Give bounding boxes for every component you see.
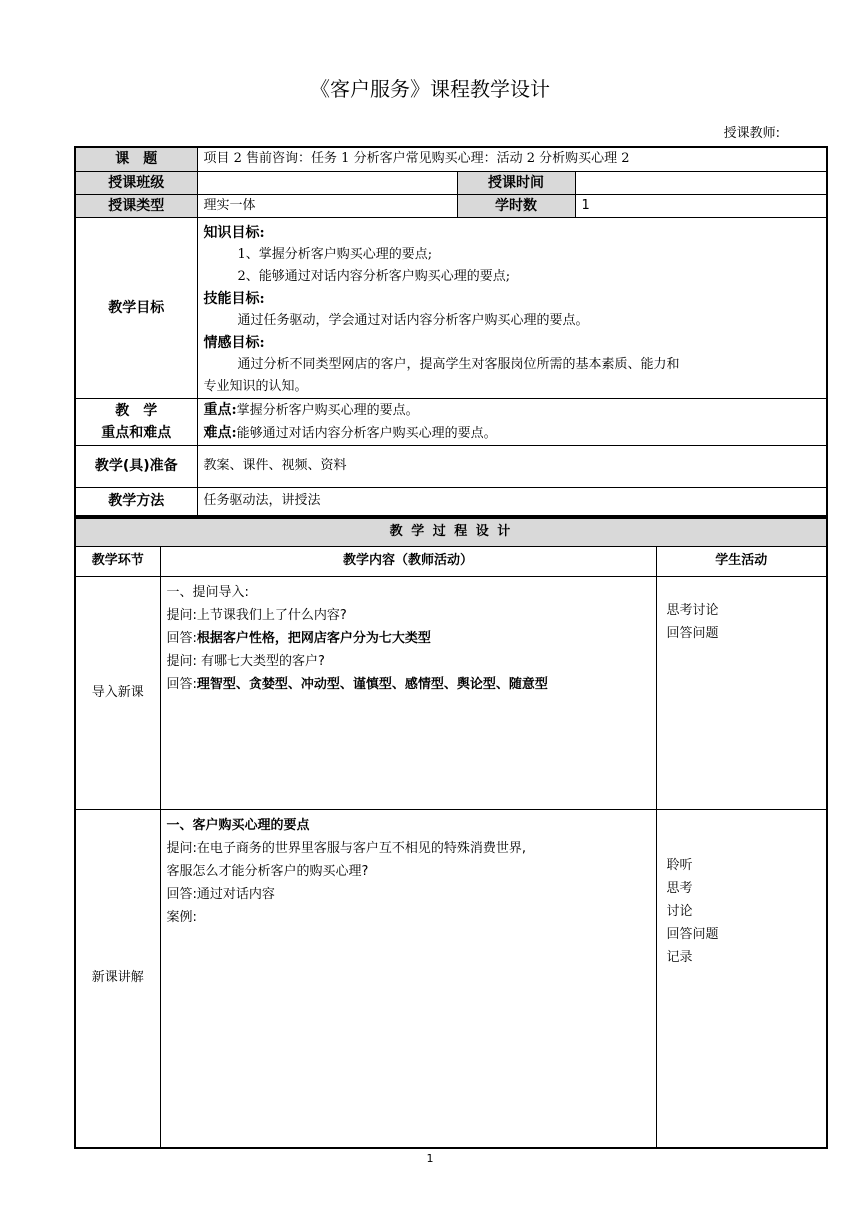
document-title: 《客户服务》课程教学设计	[310, 77, 550, 101]
topic-row	[75, 147, 827, 171]
teacher-label: 授课教师:	[723, 126, 780, 141]
process-title-row	[75, 518, 827, 546]
topic-label: 课 题	[75, 147, 197, 171]
new-lesson-content	[160, 809, 656, 1148]
emotion-title: 情感目标:	[203, 334, 265, 351]
knowledge-item-1: 1、掌握分析客户购买心理的要点;	[237, 246, 433, 262]
class-row	[75, 171, 827, 194]
stage-intro: 导入新课	[75, 576, 160, 809]
new-lesson-student-5: 记录	[666, 949, 693, 965]
hours-value: 1	[575, 194, 827, 217]
intro-line-2: 提问:上节课我们上了什么内容?	[166, 607, 347, 623]
time-value	[575, 171, 827, 194]
key-points-label-line-2: 重点和难点	[101, 424, 172, 441]
new-lesson-student-activity	[656, 809, 827, 1148]
key-points-label-line-1: 教 学	[115, 402, 158, 419]
intro-line-4: 提问: 有哪七大类型的客户?	[166, 653, 325, 669]
type-value: 理实一体	[197, 194, 457, 217]
new-lesson-line-4: 回答:通过对话内容	[166, 886, 275, 902]
intro-answer-prefix-1: 回答:	[166, 630, 197, 646]
intro-student-activity	[656, 576, 827, 809]
new-lesson-student-1: 聆听	[666, 857, 693, 873]
skill-item-1: 通过任务驱动，学会通过对话内容分析客户购买心理的要点。	[237, 312, 589, 328]
preparation-label: 教学(具)准备	[75, 445, 197, 487]
new-lesson-line-1: 一、客户购买心理的要点	[166, 817, 310, 833]
new-lesson-student-3: 讨论	[666, 903, 693, 919]
preparation-row	[75, 445, 827, 487]
course-info-table	[74, 146, 828, 517]
column-header-stage: 教学环节	[75, 546, 160, 576]
intro-answer-prefix-2: 回答:	[166, 676, 197, 692]
emotion-item-1: 通过分析不同类型网店的客户，提高学生对客服岗位所需的基本素质、能力和	[237, 356, 680, 372]
new-lesson-line-3: 客服怎么才能分析客户的购买心理?	[166, 863, 369, 879]
intro-answer-1: 根据客户性格，把网店客户分为七大类型	[196, 630, 431, 646]
topic-value: 项目 2 售前咨询：任务 1 分析客户常见购买心理：活动 2 分析购买心理 2	[197, 147, 827, 171]
difficult-point-text: 能够通过对话内容分析客户购买心理的要点。	[236, 425, 497, 441]
teaching-process-table	[74, 517, 828, 1149]
new-lesson-row	[75, 809, 827, 1148]
type-row	[75, 194, 827, 217]
class-value	[197, 171, 457, 194]
new-lesson-line-5: 案例:	[166, 909, 197, 925]
process-header-row	[75, 546, 827, 576]
knowledge-title: 知识目标:	[203, 224, 265, 241]
intro-student-2: 回答问题	[666, 625, 719, 641]
new-lesson-student-4: 回答问题	[666, 926, 719, 942]
stage-new-lesson: 新课讲解	[75, 809, 160, 1148]
emotion-item-2: 专业知识的认知。	[203, 378, 308, 394]
knowledge-item-2: 2、能够通过对话内容分析客户购买心理的要点;	[237, 268, 511, 284]
key-point-title: 重点:	[203, 401, 237, 418]
column-header-student: 学生活动	[656, 546, 827, 576]
goals-row	[75, 217, 827, 398]
method-label: 教学方法	[75, 487, 197, 516]
intro-answer-2: 理智型、贪婪型、冲动型、谨慎型、感情型、舆论型、随意型	[196, 676, 548, 692]
intro-line-1: 一、提问导入:	[166, 584, 249, 600]
new-lesson-student-2: 思考	[666, 880, 693, 896]
intro-row	[75, 576, 827, 809]
key-points-label	[75, 398, 197, 445]
column-header-content: 教学内容（教师活动）	[160, 546, 656, 576]
page-number: 1	[426, 1152, 434, 1165]
method-value: 任务驱动法，讲授法	[197, 487, 827, 516]
key-points-content	[197, 398, 827, 445]
key-points-row	[75, 398, 827, 445]
method-row	[75, 487, 827, 516]
intro-student-1: 思考讨论	[666, 602, 719, 618]
preparation-value: 教案、课件、视频、资料	[197, 445, 827, 487]
new-lesson-line-2: 提问:在电子商务的世界里客服与客户互不相见的特殊消费世界,	[166, 840, 527, 856]
goals-label: 教学目标	[75, 217, 197, 398]
hours-label: 学时数	[457, 194, 575, 217]
class-label: 授课班级	[75, 171, 197, 194]
intro-content	[160, 576, 656, 809]
type-label: 授课类型	[75, 194, 197, 217]
difficult-point-title: 难点:	[203, 424, 237, 441]
skill-title: 技能目标:	[203, 290, 265, 307]
goals-content	[197, 217, 827, 398]
key-point-text: 掌握分析客户购买心理的要点。	[236, 402, 419, 418]
process-title: 教 学 过 程 设 计	[75, 518, 827, 546]
time-label: 授课时间	[457, 171, 575, 194]
